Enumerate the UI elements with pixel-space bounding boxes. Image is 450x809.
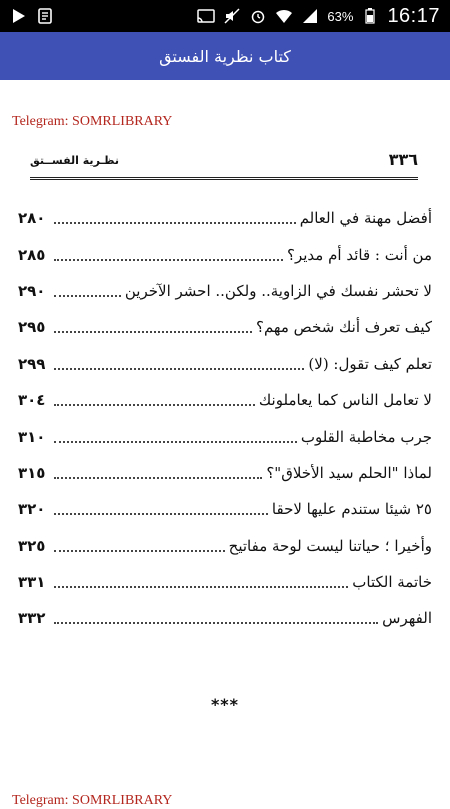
toc-entry bbox=[18, 273, 432, 309]
toc-leader-dots bbox=[54, 331, 252, 333]
toc-leader-dots bbox=[54, 586, 348, 588]
toc-entry-title: الفهرس bbox=[382, 609, 432, 628]
app-title: كتاب نظرية الفستق bbox=[159, 46, 291, 66]
toc-entry bbox=[18, 309, 432, 345]
battery-icon bbox=[361, 7, 379, 25]
toc-entry-page: ٣١٠ bbox=[18, 427, 46, 446]
cast-icon bbox=[197, 7, 215, 25]
toc-entry bbox=[18, 418, 432, 454]
toc-entry-page: ٢٩٩ bbox=[18, 354, 46, 373]
toc-leader-dots bbox=[54, 259, 283, 261]
status-bar-left bbox=[10, 7, 54, 25]
toc-entry bbox=[18, 236, 432, 272]
toc-leader-dots bbox=[54, 295, 121, 297]
toc-entry-page: ٣٣١ bbox=[18, 573, 46, 592]
bottom-telegram-watermark: Telegram: SOMRLIBRARY bbox=[12, 793, 173, 808]
toc-entry-page: ٣٠٤ bbox=[18, 391, 46, 410]
toc-entry-title: لا تعامل الناس كما يعاملونك bbox=[258, 391, 432, 410]
toc-entry-page: ٣١٥ bbox=[18, 463, 46, 482]
end-asterisks: *** bbox=[210, 695, 240, 714]
battery-percent: 63% bbox=[327, 8, 354, 24]
header-book-title: نظـرية الفســتق bbox=[30, 154, 120, 167]
status-bar-right bbox=[197, 5, 440, 28]
toc-leader-dots bbox=[54, 622, 378, 624]
toc-entry-page: ٢٩٠ bbox=[18, 281, 46, 300]
toc-entry-title: من أنت : قائد أم مدير؟ bbox=[287, 245, 432, 264]
toc-entry-page: ٢٨٠ bbox=[18, 209, 46, 228]
toc-entry bbox=[18, 564, 432, 600]
toc-entry-title: لا تحشر نفسك في الزاوية.. ولكن.. احشر الآخرين bbox=[124, 281, 432, 300]
wifi-icon bbox=[275, 7, 293, 25]
toc-entry bbox=[18, 491, 432, 527]
toc-leader-dots bbox=[54, 404, 255, 406]
signal-icon bbox=[301, 7, 319, 25]
toc-entry-title: جرب مخاطبة القلوب bbox=[300, 427, 432, 446]
alarm-icon bbox=[249, 7, 267, 25]
toc-leader-dots bbox=[54, 513, 268, 515]
toc-entry-page: ٣٣٢ bbox=[18, 609, 46, 628]
toc-entry bbox=[18, 346, 432, 382]
toc-leader-dots bbox=[54, 222, 296, 224]
header-page-number: ٣٣٦ bbox=[388, 150, 418, 169]
toc-entry bbox=[18, 600, 432, 636]
toc-entry-title: تعلم كيف تقول: (لا) bbox=[308, 354, 432, 373]
toc-leader-dots bbox=[54, 550, 225, 552]
toc-entry bbox=[18, 200, 432, 236]
toc-leader-dots bbox=[54, 368, 304, 370]
toc-leader-dots bbox=[54, 441, 297, 443]
notes-icon bbox=[36, 7, 54, 25]
toc-entry-page: ٣٢٥ bbox=[18, 536, 46, 555]
app-bar bbox=[0, 32, 450, 80]
toc-entry-title: لماذا "الحلم سيد الأخلاق"؟ bbox=[266, 463, 432, 482]
toc-entry-title: كيف تعرف أنك شخص مهم؟ bbox=[255, 318, 432, 337]
toc-entry-page: ٣٢٠ bbox=[18, 500, 46, 519]
status-time: 16:17 bbox=[387, 4, 440, 27]
toc-entry bbox=[18, 382, 432, 418]
page-header bbox=[30, 150, 418, 180]
table-of-contents bbox=[18, 200, 432, 637]
toc-entry-page: ٢٩٥ bbox=[18, 318, 46, 337]
telegram-watermark: Telegram: SOMRLIBRARY bbox=[12, 114, 173, 129]
toc-entry-title: أفضل مهنة في العالم bbox=[299, 209, 432, 228]
mute-icon bbox=[223, 7, 241, 25]
toc-entry bbox=[18, 455, 432, 491]
toc-entry bbox=[18, 528, 432, 564]
toc-entry-title: خاتمة الكتاب bbox=[352, 573, 432, 592]
toc-entry-page: ٢٨٥ bbox=[18, 245, 46, 264]
toc-entry-title: وأخيرا ؛ حياتنا ليست لوحة مفاتيح bbox=[228, 536, 432, 555]
toc-entry-title: ٢٥ شيئا ستندم عليها لاحقا bbox=[271, 500, 432, 519]
book-page[interactable] bbox=[0, 80, 450, 808]
toc-leader-dots bbox=[54, 477, 262, 479]
play-store-icon bbox=[10, 7, 28, 25]
status-bar bbox=[0, 0, 450, 32]
